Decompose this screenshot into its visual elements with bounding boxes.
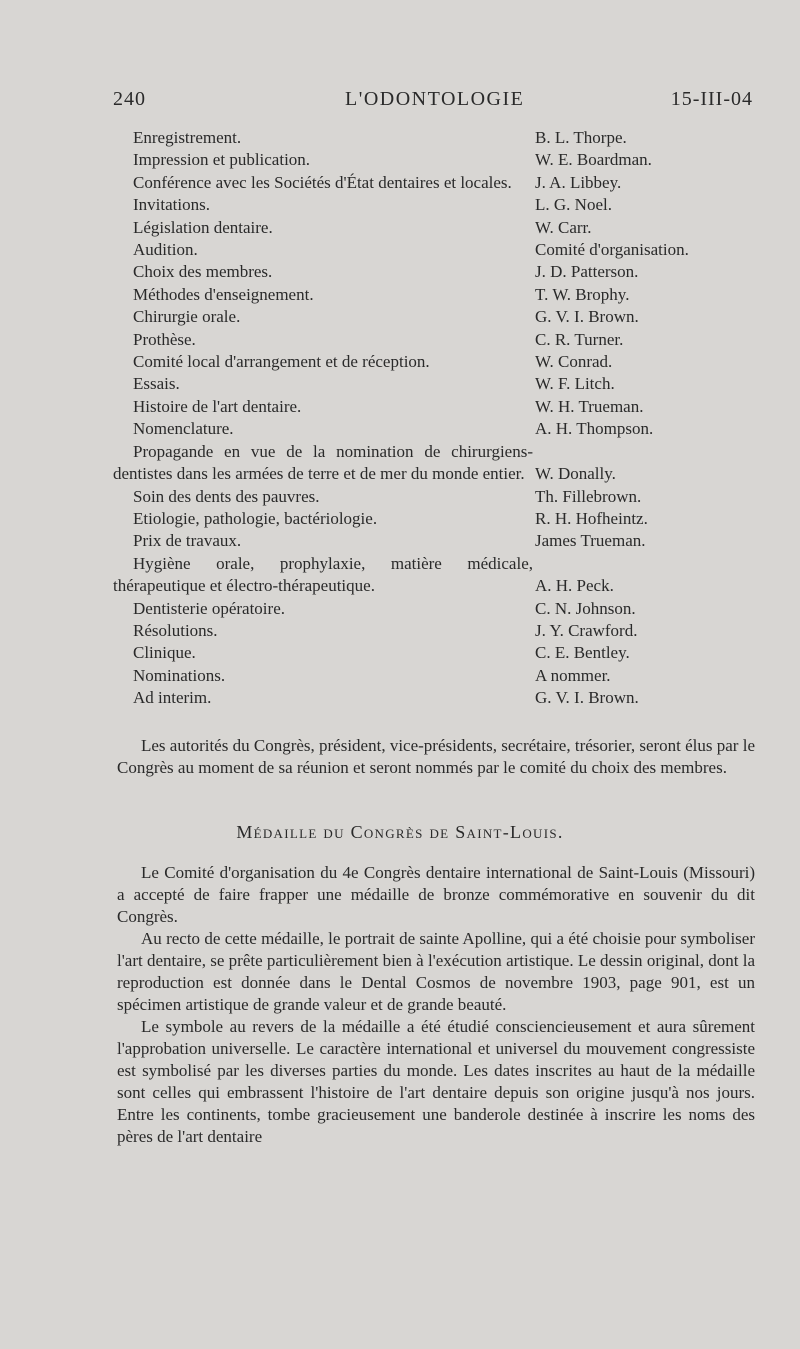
paragraph-2: Au recto de cette médaille, le portrait de sainte Apolline, qui a été choisie pour symboliser l'art dentaire, se prête particulièrement bien à l'exécution artistique. Le dessin original, dont la reproduction est donnée dans le Dental Cosmos de novembre 1903, page 901, est un spécimen artistique de grande valeur et de grande beauté. [117,929,755,1014]
committee-row [113,530,763,552]
committee-row [113,194,763,216]
committee-name: Clinique. [133,643,196,663]
committee-name: Propagande en vue de la nomination de chirurgiens-dentistes dans les armées de terre et de mer du monde entier. [113,441,533,484]
committee-name: Impression et publication. [133,150,311,170]
committee-row [113,642,763,664]
committee-name: Hygiène orale, prophylaxie, matière médicale, thérapeutique et électro-thérapeutique. [113,553,533,596]
committee-member: W. Donally. [535,464,616,484]
committee-row [113,261,763,283]
committee-name: Choix des membres. [133,262,273,282]
issue-date: 15-III-04 [670,88,753,110]
committee-row [113,127,763,149]
authorities-text: Les autorités du Congrès, président, vice-présidents, secrétaire, trésorier, seront élus par le Congrès au moment de sa réunion et seront nommés par le comité du choix des membres. [117,736,755,777]
committee-row [113,486,763,508]
committee-name: Prix de travaux. [133,531,242,551]
committee-member: W. Carr. [535,217,592,237]
committee-name: Essais. [133,374,180,394]
committee-member: C. E. Bentley. [535,643,630,663]
committee-row [113,149,763,171]
authorities-paragraph [117,735,755,779]
committee-member: B. L. Thorpe. [535,128,627,147]
committee-row [113,217,763,239]
committee-member: W. F. Litch. [535,374,615,394]
committee-member: James Trueman. [535,531,646,551]
committee-member: W. E. Boardman. [535,150,652,170]
committee-member: Comité d'organisation. [535,240,689,260]
committee-row [113,172,763,194]
medal-section-body [117,862,755,1148]
committee-name: Chirurgie orale. [133,307,241,327]
committee-row [113,598,763,620]
committee-row [113,284,763,306]
journal-title: L'ODONTOLOGIE [345,88,525,110]
committee-name: Enregistrement. [133,128,242,147]
page-number: 240 [113,88,146,110]
committee-member: A. H. Thompson. [535,419,654,439]
committee-member: A nommer. [535,665,611,685]
committee-name: Législation dentaire. [133,217,273,237]
committee-member: C. N. Johnson. [535,598,636,618]
committee-name: Résolutions. [133,620,218,640]
committee-row [113,239,763,261]
committee-name: Méthodes d'enseignement. [133,284,314,304]
committee-member: C. R. Turner. [535,329,624,349]
committee-row [113,306,763,328]
committee-name: Soin des dents des pauvres. [133,486,320,506]
committee-list [113,127,763,710]
committee-member: L. G. Noel. [535,195,612,215]
section-heading: Médaille du Congrès de Saint-Louis. [236,822,564,842]
paragraph-1: Le Comité d'organisation du 4e Congrès dentaire international de Saint-Louis (Missouri) a accepté de faire frapper une médaille de bronze commémorative en souvenir du dit Congrès. [117,863,755,926]
committee-name: Histoire de l'art dentaire. [133,396,302,416]
committee-name: Ad interim. [133,688,212,708]
committee-member: T. W. Brophy. [535,284,630,304]
committee-member: W. H. Trueman. [535,396,644,416]
committee-row [113,373,763,395]
committee-name: Nominations. [133,665,226,685]
committee-row [113,665,763,687]
committee-name: Prothèse. [133,329,196,349]
paragraph-3: Le symbole au revers de la médaille a été étudié consciencieusement et aura sûrement l'approbation universelle. Le caractère international et universel du mouvement congressiste est symbolisé par les diverses parties du monde. Les dates inscrites au haut de la médaille sont celles qui embrassent l'histoire de l'art dentaire depuis son origine jusqu'à nos jours. Entre les continents, tombe gracieusement une banderole destinée à inscrire les noms des pères de l'art dentaire [117,1017,755,1146]
committee-name: Conférence avec les Sociétés d'État dentaires et locales. [133,172,512,192]
committee-name: Comité local d'arrangement et de réception. [133,352,430,372]
committee-member: R. H. Hofheintz. [535,508,648,528]
committee-row [113,687,763,709]
committee-name: Nomenclature. [133,419,234,439]
committee-member: J. D. Patterson. [535,262,639,282]
committee-name: Dentisterie opératoire. [133,598,285,618]
committee-name: Etiologie, pathologie, bactériologie. [133,508,378,528]
committee-name: Audition. [133,240,198,260]
committee-row [113,351,763,373]
committee-member: J. A. Libbey. [535,172,622,192]
committee-member: J. Y. Crawford. [535,620,638,640]
committee-member: Th. Fillebrown. [535,486,642,506]
committee-row [113,508,763,530]
committee-member: G. V. I. Brown. [535,307,639,327]
committee-row [113,418,763,440]
committee-row [113,396,763,418]
committee-row [113,329,763,351]
committee-row [113,441,763,486]
committee-row [113,620,763,642]
committee-row [113,553,763,598]
committee-member: W. Conrad. [535,352,613,372]
committee-name: Invitations. [133,195,210,215]
committee-member: G. V. I. Brown. [535,688,639,708]
committee-member: A. H. Peck. [535,576,614,596]
